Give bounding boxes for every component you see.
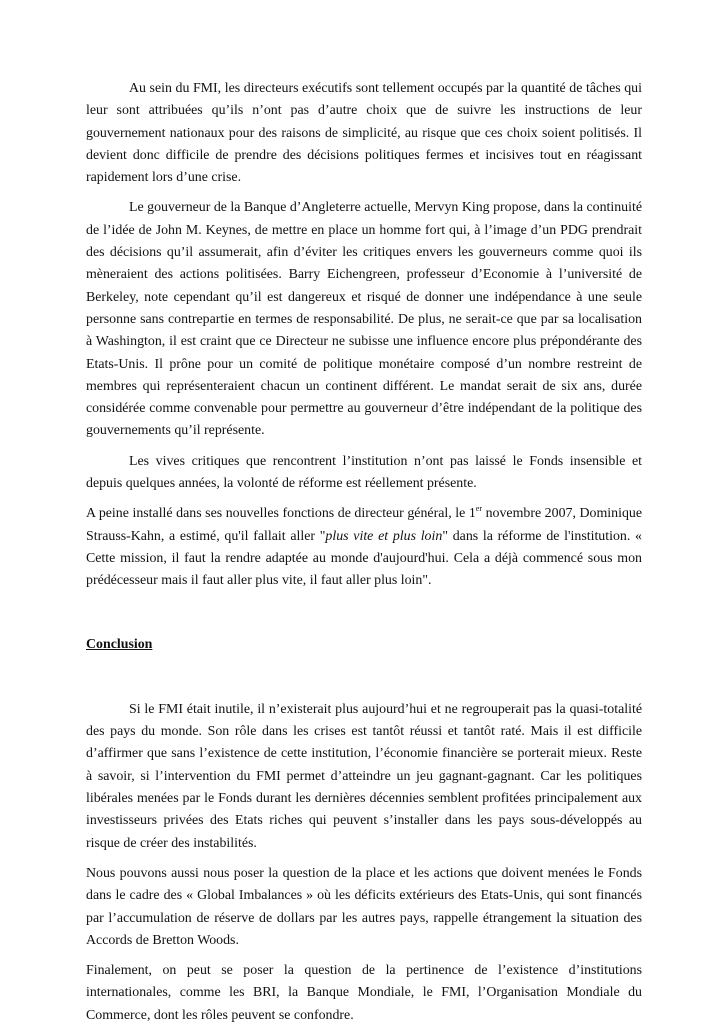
text-segment: " dans la réforme de l'institution. « Cette mission, il faut la rendre adaptée au monde d'aujourd'hui. Cela a déjà commencé sous mon prédécesseur mais il faut aller plus vite, il faut aller plus loin". — [86, 528, 643, 589]
paragraph-executive-directors: Au sein du FMI, les directeurs exécutifs sont tellement occupés par la quantité de tâches qui leur sont attribuées qu’ils n’ont pas d’autre choix que de suivre les instructions de leur gouvernement nationaux pour des raisons de simplicité, au risque que ces choix soient politisés. Il devient donc difficile de prendre des décisions politiques fermes et incisives tout en réagissant rapidement lors d’une crise. — [86, 81, 642, 186]
text-segment: A peine installé dans ses nouvelles fonctions de directeur général, le 1 — [86, 506, 476, 522]
paragraph-conclusion-3: Finalement, on peut se poser la question de la pertinence de l’existence d’institutions internationales, comme les BRI, la Banque Mondiale, le FMI, l’Organisation Mondiale du Commerce, dont les rôles peuvent se confondre. — [86, 963, 642, 1023]
italic-quote: plus vite et plus loin — [325, 528, 443, 544]
paragraph-strauss-kahn — [86, 503, 642, 592]
text-segment: novembre 2007, Dominique Strauss-Kahn, a estimé, qu'il fallait aller " — [86, 506, 642, 544]
superscript-ordinal: er — [475, 504, 483, 514]
paragraph-conclusion-1: Si le FMI était inutile, il n’existerait plus aujourd’hui et ne regrouperait pas la quasi-totalité des pays du monde. Son rôle dans les crises est tantôt réussi et tantôt raté. Mais il est difficile d’affirmer que sans l’existence de cette institution, l’économie financière se porterait mieux. Reste à savoir, si l’intervention du FMI permet d’atteindre un jeu gagnant-gagnant. Car les politiques libérales menées par le Fonds durant les dernières décennies semblent profitées principalement aux investisseurs privées des Etats riches qui peuvent s’installer dans les pays sous-développés au risque de créer des instabilités. — [86, 701, 642, 851]
paragraph-conclusion-2: Nous pouvons aussi nous poser la question de la place et les actions que doivent menées le Fonds dans le cadre des « Global Imbalances » où les déficits extérieurs des Etats-Unis, qui sont financés par l’accumulation de réserve de dollars par les autres pays, rappelle étrangement la situation des Accords de Bretton Woods. — [86, 865, 642, 948]
paragraph-reform-will: Les vives critiques que rencontrent l’institution n’ont pas laissé le Fonds insensible et depuis quelques années, la volonté de réforme est réellement présente. — [86, 453, 642, 492]
conclusion-heading: Conclusion — [86, 636, 153, 652]
paragraph-mervyn-king: Le gouverneur de la Banque d’Angleterre actuelle, Mervyn King propose, dans la continuité de l’idée de John M. Keynes, de mettre en place un homme fort qui, à l’image d’un PDG prendrait des décisions qu’il assumerait, afin d’éviter les critiques envers les gouverneurs comme quoi ils mèneraient des actions politisées. Barry Eichengreen, professeur d’Economie à l’université de Berkeley, note cependant qu’il est dangereux et risqué de donner une indépendance à une seule personne sans contrepartie en termes de responsabilité. De plus, ne serait-ce que par sa localisation à Washington, il est craint que ce Directeur ne subisse une influence encore plus prépondérante des Etats-Unis. Il prône pour un comité de politique monétaire composé d’un nombre restreint de membres qui représenteraient chacun un continent différent. Le mandat serait de six ans, durée considérée comme convenable pour permettre au gouverneur d’être indépendant de la politique des gouvernements qu’il représente. — [86, 200, 643, 439]
document-page — [86, 78, 642, 1027]
